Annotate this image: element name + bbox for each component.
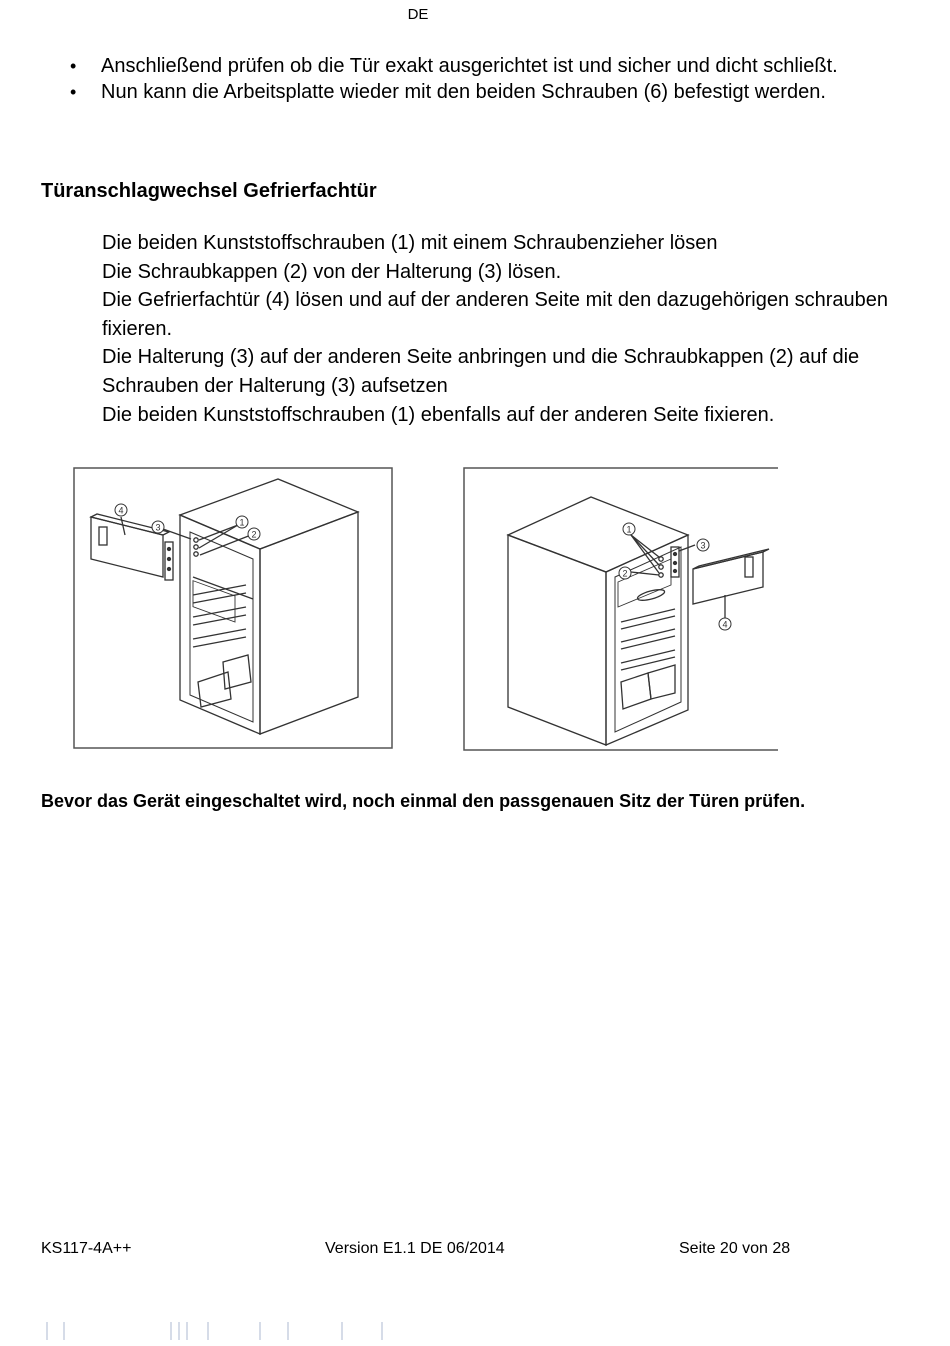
scan-artifact-marks [40,1320,400,1342]
footer-model: KS117-4A++ [41,1240,132,1257]
fridge-diagram-right [463,467,778,751]
callout-label: 3 [155,522,161,533]
callout-label: 2 [622,568,628,579]
callout-label: 4 [722,619,728,630]
step-text: Die Halterung (3) auf der anderen Seite anbringen und die Schraubkappen (2) auf die Schrauben der Halterung (3) aufsetzen [102,346,860,397]
important-note: Bevor das Gerät eingeschaltet wird, noch einmal den passgenauen Sitz der Türen prüfen. [41,791,806,811]
callout-label: 4 [118,505,124,516]
callout-label: 1 [239,517,245,528]
footer-page-number: Seite 20 von 28 [679,1240,791,1257]
instruction-steps [102,229,892,429]
language-marker: DE [407,6,429,23]
figure-left [73,467,393,749]
step-text: Die beiden Kunststoffschrauben (1) ebenfalls auf der anderen Seite fixieren. [102,403,775,426]
fridge-diagram-left [73,467,393,749]
bullet-item: • Nun kann die Arbeitsplatte wieder mit den beiden Schrauben (6) befestigt werden. [62,80,852,105]
callout-label: 3 [700,540,706,551]
callout-label: 1 [626,524,632,535]
callout-label: 2 [251,529,257,540]
figure-right [463,467,778,751]
bullet-item: • Anschließend prüfen ob die Tür exakt ausgerichtet ist und sicher und dicht schließt. [62,54,852,79]
step-text: Die beiden Kunststoffschrauben (1) mit einem Schraubenzieher lösen [102,232,718,254]
footer-version: Version E1.1 DE 06/2014 [325,1240,505,1257]
step-text: Die Gefrierfachtür (4) lösen und auf der anderen Seite mit den dazugehörigen schrauben fixieren. [102,289,889,340]
section-title: Türanschlagwechsel Gefrierfachtür [41,180,377,202]
step-text: Die Schraubkappen (2) von der Halterung (3) lösen. [102,260,562,283]
bullet-list [62,54,852,106]
